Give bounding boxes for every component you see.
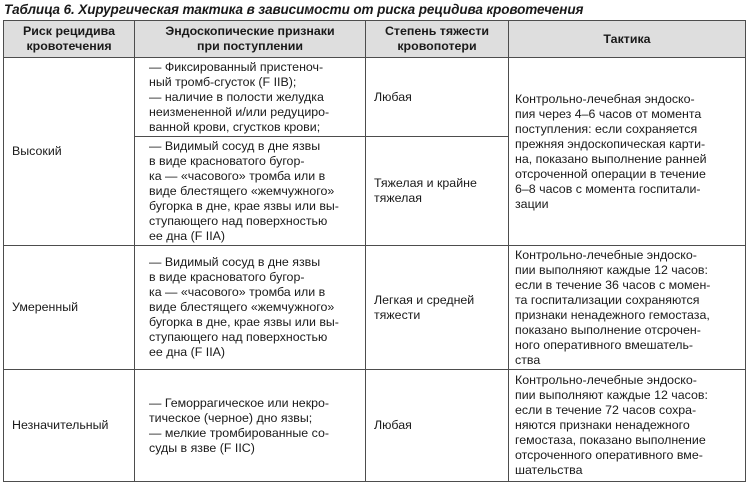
header-signs: Эндоскопические признаки при поступлении: [135, 21, 366, 58]
table-row-moderate: [4, 246, 746, 370]
tactics-minor: Контрольно-лечебные эндоско- пии выполняют каждые 12 часов: если в течение 72 часов сохра- няются признаки ненадежного гемостаза, показано выполнение отсроченного оперативного вме- шательства: [509, 370, 746, 482]
header-loss: Степень тяжести кровопотери: [366, 21, 509, 58]
table-row-minor: [4, 370, 746, 482]
table-row-high-a: [4, 58, 746, 137]
header-risk: Риск рецидива кровотечения: [4, 21, 135, 58]
loss-moderate: Легкая и средней тяжести: [366, 246, 509, 370]
loss-minor: Любая: [366, 370, 509, 482]
signs-high-b: — Видимый сосуд в дне язвы в виде красноватого бугор- ка — «часового» тромба или в виде блестящего «жемчужного» бугорка в дне, крае язвы или вы- ступающего над поверхностью ее дна (F IIA): [135, 137, 366, 246]
loss-high-b: Тяжелая и крайне тяжелая: [366, 137, 509, 246]
risk-high: Высокий: [4, 58, 135, 246]
tactics-moderate: Контрольно-лечебные эндоско- пии выполняют каждые 12 часов: если в течение 36 часов с момен- та госпитализации сохраняются признаки ненадежного гемостаза, показано выполнение отсрочен- ного оперативного вмешатель- ства: [509, 246, 746, 370]
header-row: [4, 21, 746, 58]
risk-moderate: Умеренный: [4, 246, 135, 370]
risk-minor: Незначительный: [4, 370, 135, 482]
signs-moderate: — Видимый сосуд в дне язвы в виде красноватого бугор- ка — «часового» тромба или в виде блестящего «жемчужного» бугорка в дне, крае язвы или вы- ступающего над поверхностью ее дна (F IIA): [135, 246, 366, 370]
signs-high-a: — Фиксированный пристеноч- ный тромб-сгусток (F IIB); — наличие в полости желудка неизмененной и/или редуциро- ванной крови, сгустков крови;: [135, 58, 366, 137]
surgical-tactics-table: [3, 20, 746, 482]
loss-high-a: Любая: [366, 58, 509, 137]
tactics-high: Контрольно-лечебная эндоско- пия через 4–6 часов от момента поступления: если сохраняется прежняя эндоскопическая карти- на, показано выполнение ранней отсроченной операции в течение 6–8 часов с момента госпитали- зации: [509, 58, 746, 246]
table-caption: Таблица 6. Хирургическая тактика в зависимости от риска рецидива кровотечения: [4, 2, 584, 17]
header-tactics: Тактика: [509, 21, 746, 58]
signs-minor: — Геморрагическое или некро- тическое (черное) дно язвы; — мелкие тромбированные со- суды в язве (F IIC): [135, 370, 366, 482]
